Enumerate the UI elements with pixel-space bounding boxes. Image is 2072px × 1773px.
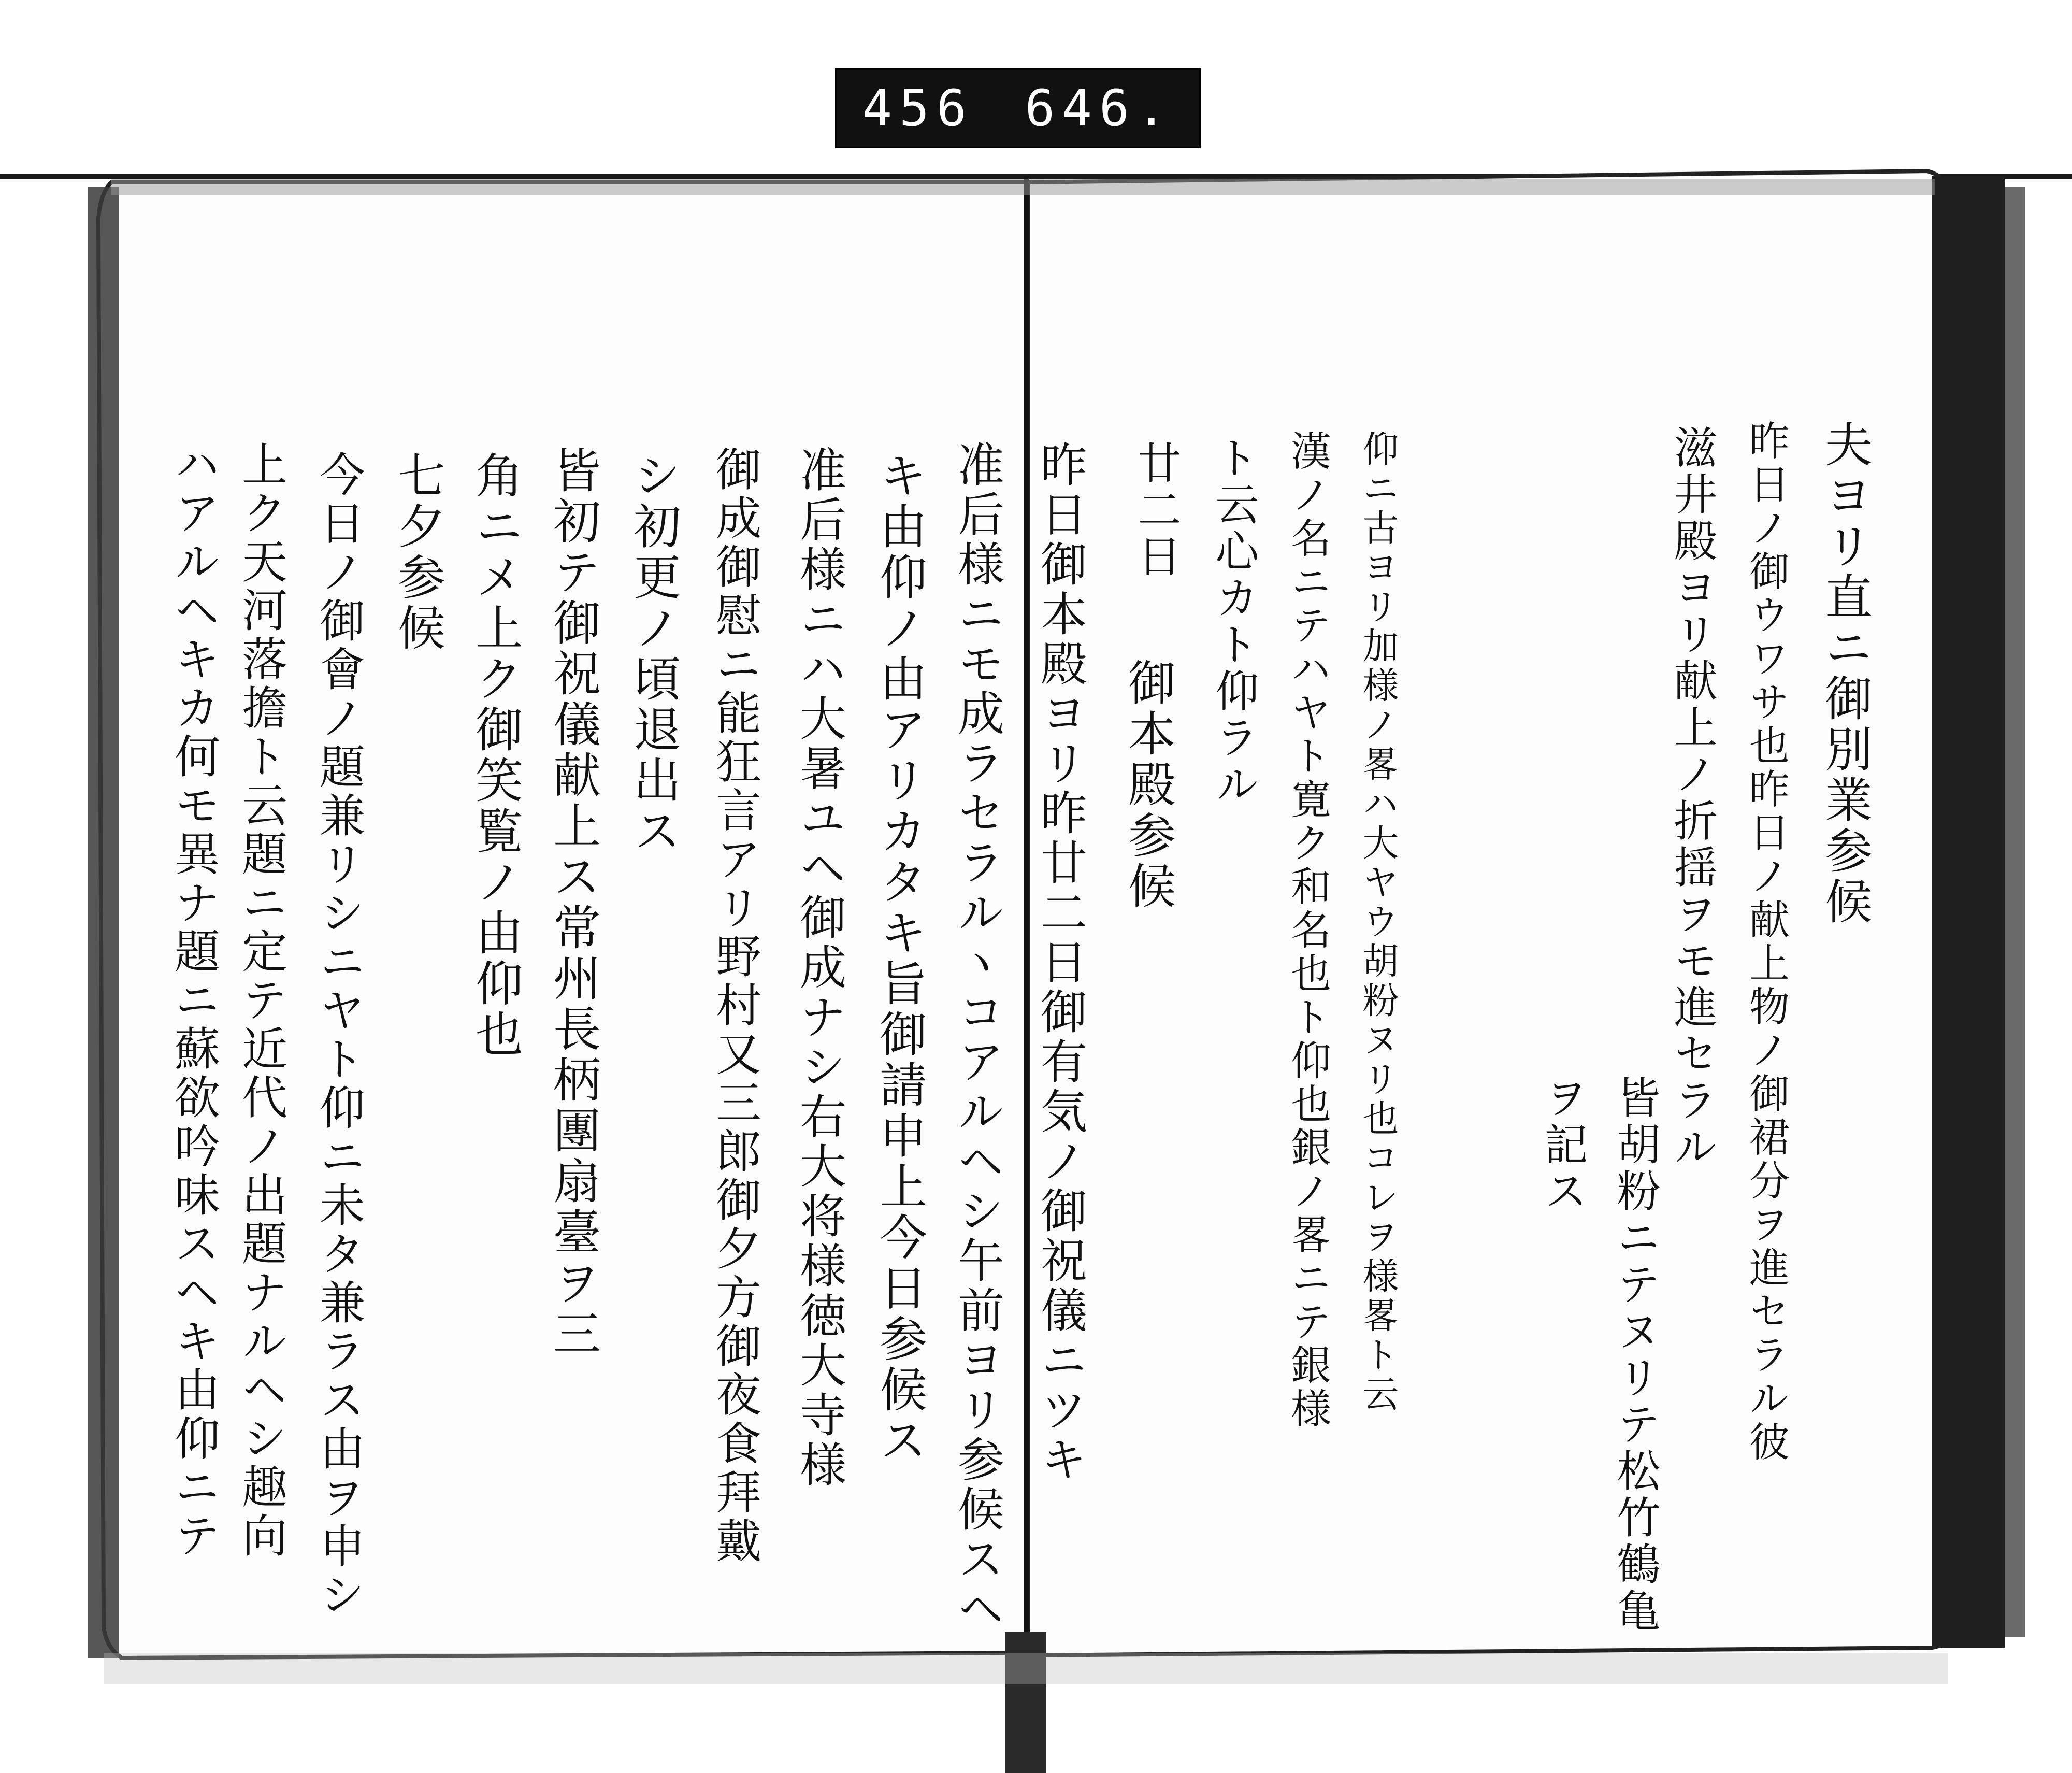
left-page-col-11: ハアルヘキカ何モ異ナ題ニ蘇欲吟味スヘキ由仰ニテ	[167, 440, 221, 1561]
left-page-col-7: 角ニメ上ク御笑覧ノ由仰也	[468, 451, 523, 1060]
right-page-number: 646.	[1025, 79, 1174, 137]
right-page-col-7: 漢ノ名ニテハヤト寛ク和名也ト仰也銀ノ畧ニテ銀様	[1284, 430, 1331, 1431]
left-page-number: 456	[862, 79, 974, 137]
right-page-col-5: ヲ記ス	[1537, 1075, 1588, 1215]
right-page-col-3: 滋井殿ヨリ献上ノ折揺ヲモ進セラル	[1667, 425, 1718, 1171]
left-page-col-8: 七夕参候	[390, 451, 445, 654]
right-page-col-11: 昨日御本殿ヨリ昨廿二日御有気ノ御祝儀ニツキ	[1032, 440, 1087, 1485]
left-page-col-10: 上ク天河落擔ト云題ニ定テ近代ノ出題ナルヘシ趣向	[235, 440, 288, 1561]
left-page-col-1: 准后様ニモ成ラセラルヽコアルヘシ午前ヨリ参候スヘ	[949, 440, 1004, 1634]
right-page-col-2: 昨日ノ御ウワサ也昨日ノ献上物ノ御裙分ヲ進セラル彼	[1743, 420, 1789, 1464]
page-number-label	[835, 68, 1201, 148]
left-page-col-9: 今日ノ御會ノ題兼リシニヤト仰ニ未タ兼ラス由ヲ申シ	[312, 451, 366, 1620]
left-page-col-4: 御成御慰ニ能狂言アリ野村又三郎御夕方御夜食拜戴	[709, 446, 762, 1566]
right-page-col-8: ト云心カト仰ラル	[1208, 435, 1259, 808]
left-page-col-3: 准后様ニハ大暑ユヘ御成ナシ右大将様徳大寺様	[792, 446, 846, 1490]
left-page-col-5: シ初更ノ頃退出ス	[626, 451, 681, 857]
left-page-col-6: 皆初テ御祝儀献上ス常州長柄團扇臺ヲ三	[545, 446, 601, 1360]
right-page-col-6: 仰ニ古ヨリ加様ノ畧ハ大ヤウ胡粉ヌリ也コレヲ様畧ト云	[1357, 430, 1399, 1414]
left-page-col-2: キ由仰ノ由アリカタキ旨御請申上今日参候ス	[872, 451, 927, 1466]
right-page-col-4: 皆胡粉ニテヌリテ松竹鶴亀	[1610, 1075, 1661, 1635]
right-page-col-9: 廿二日	[1131, 440, 1182, 580]
right-page-col-10: 御本殿参候	[1120, 658, 1176, 912]
right-page-col-1: 夫ヨリ直ニ御別業参候	[1817, 420, 1873, 927]
